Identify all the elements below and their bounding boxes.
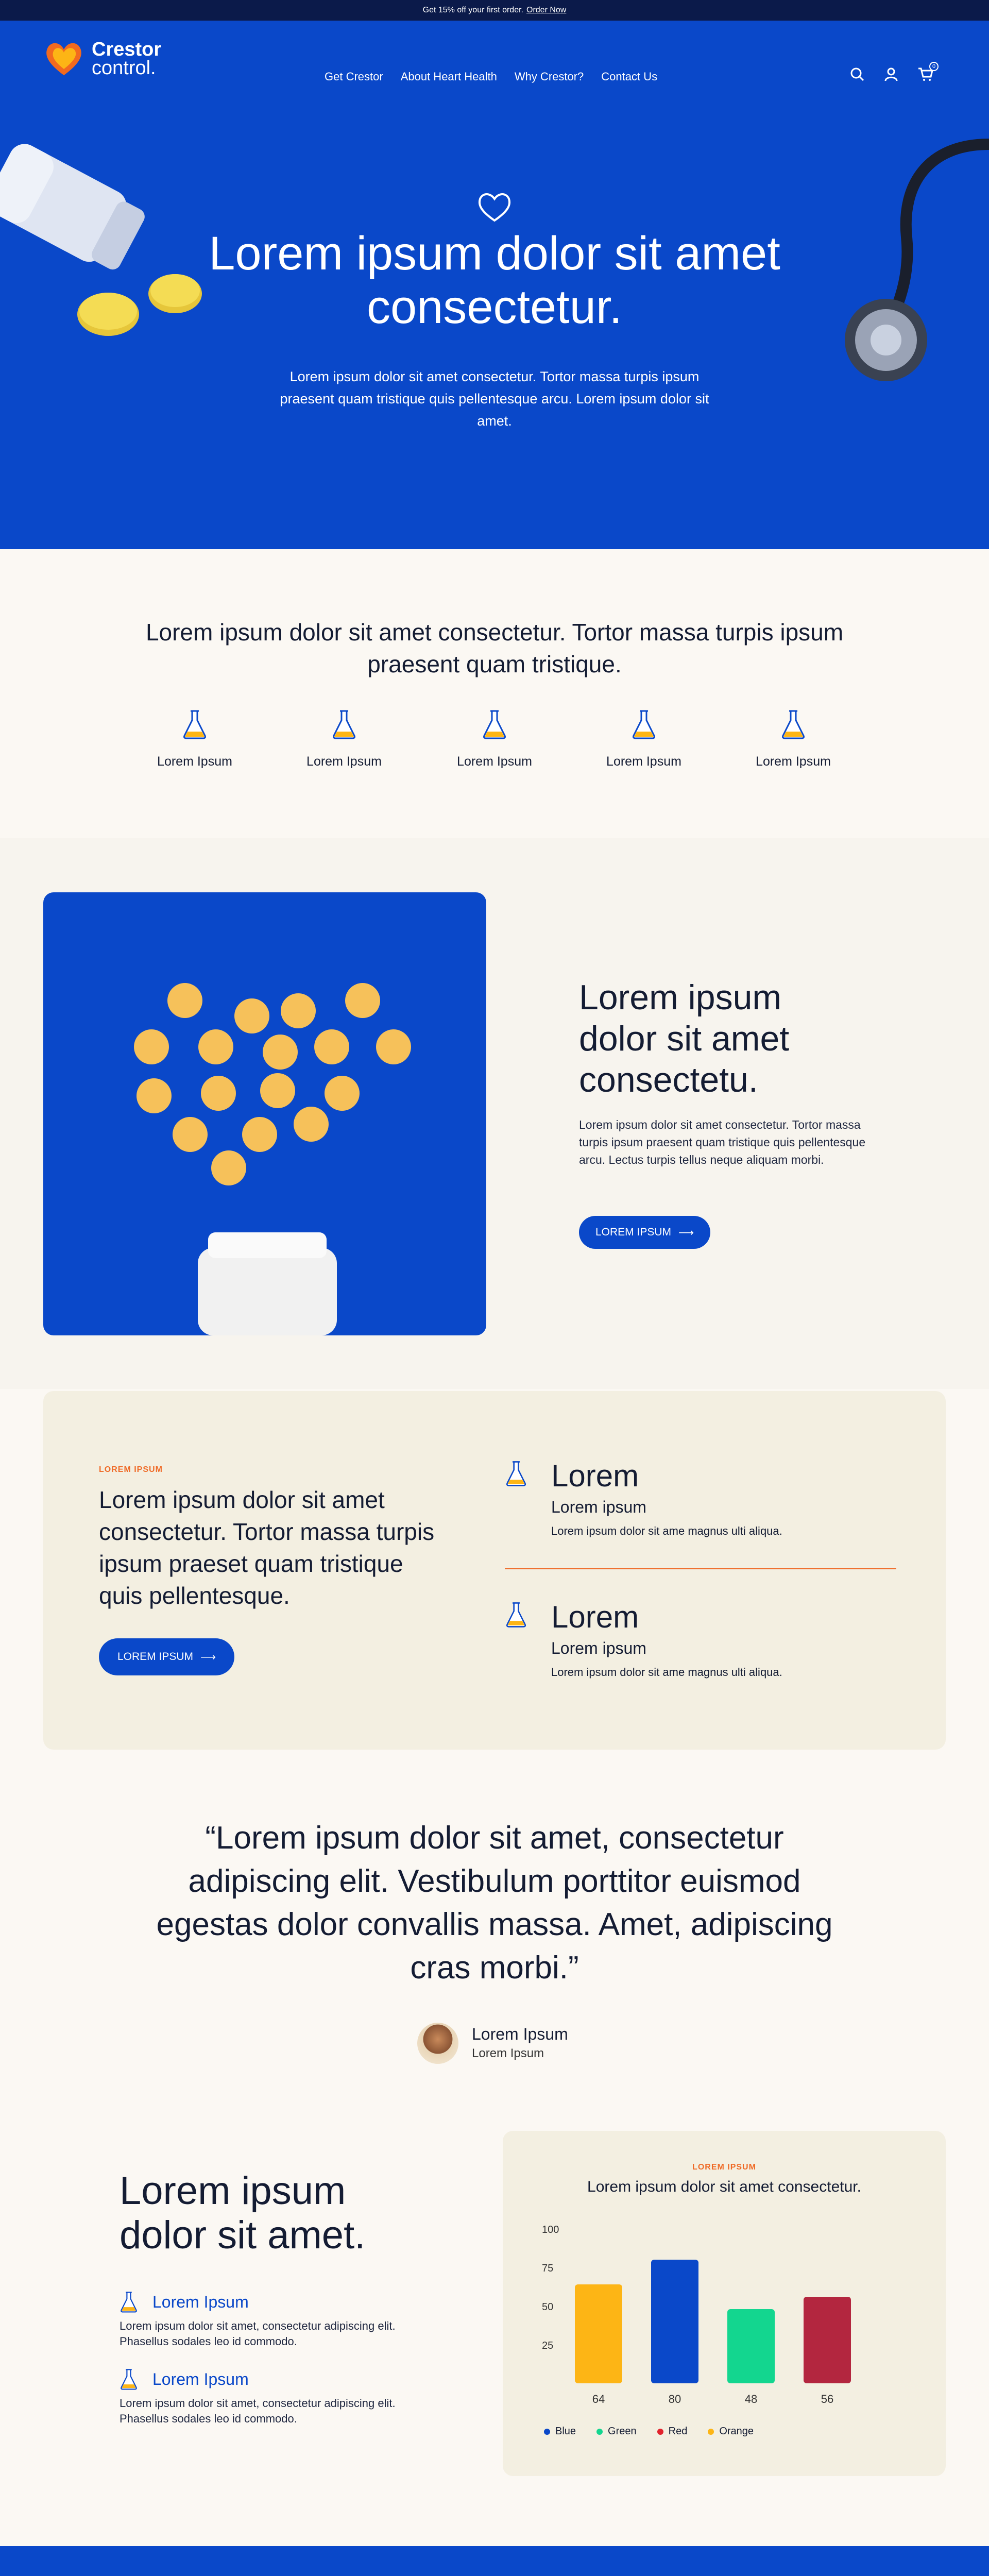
panel-item-body: Lorem ipsum dolor sit ame magnus ulti aliqua.: [551, 1524, 782, 1537]
panel-eyebrow: LOREM IPSUM: [99, 1465, 163, 1474]
brand-name: Crestor: [92, 39, 162, 60]
panel-item-subtitle: Lorem ipsum: [551, 1498, 646, 1516]
chart-bar: [651, 2260, 698, 2383]
panel-item-title: Lorem: [551, 1459, 639, 1493]
stethoscope-image: [773, 124, 989, 412]
nav-about-heart-health[interactable]: About Heart Health: [400, 70, 497, 83]
y-tick-label: 50: [542, 2301, 554, 2313]
newsletter-section: [0, 2546, 989, 2576]
legend-item: [657, 2426, 688, 2437]
feature-item: [138, 709, 251, 769]
pills-body: Lorem ipsum dolor sit amet consectetur. Tortor massa turpis ipsum praesent quam tristique quis pellentesque arcu. Lectus turpis tellus neque aliquam morbi.: [579, 1118, 866, 1166]
flask-icon: [505, 1601, 527, 1628]
header-icons: [850, 63, 936, 84]
flask-icon: [182, 709, 208, 740]
stats-item-title: Lorem Ipsum: [152, 2370, 249, 2388]
feature-label: Lorem Ipsum: [756, 754, 831, 769]
legend-item: [708, 2426, 754, 2437]
promo-bar: [0, 0, 989, 21]
stats-item-body: Lorem ipsum dolor sit amet, consectetur adipiscing elit. Phasellus sodales leo id commodo.: [120, 2397, 396, 2425]
flask-icon: [780, 709, 806, 740]
legend-swatch: [708, 2429, 714, 2435]
divider: [505, 1568, 896, 1569]
panel-item-subtitle: Lorem ipsum: [551, 1639, 646, 1657]
feature-label: Lorem Ipsum: [306, 754, 382, 769]
cart-count-badge: 0: [929, 62, 939, 71]
feature-item: [287, 709, 401, 769]
legend-label: Blue: [555, 2426, 576, 2437]
info-panel: [43, 1391, 946, 1750]
flask-icon: [120, 2291, 138, 2313]
chart-eyebrow: LOREM IPSUM: [692, 2163, 756, 2172]
y-tick-label: 75: [542, 2263, 554, 2274]
feature-item: [587, 709, 701, 769]
stats-item-title: Lorem Ipsum: [152, 2293, 249, 2311]
feature-item: [438, 709, 551, 769]
legend-item: [596, 2426, 637, 2437]
panel-cta-button[interactable]: [99, 1638, 234, 1675]
site-header: [0, 21, 989, 103]
panel-title: Lorem ipsum dolor sit amet consectetur. Tortor massa turpis ipsum praeset quam tristique quis pellentesque.: [99, 1486, 435, 1609]
y-tick-label: 100: [542, 2224, 559, 2235]
flask-icon: [631, 709, 657, 740]
hero-section: [0, 103, 989, 549]
hero-title: Lorem ipsum dolor sit amet consectetur.: [209, 227, 780, 333]
heart-logo-icon: [43, 38, 84, 79]
main-nav: [325, 70, 657, 83]
flask-icon: [331, 709, 357, 740]
brand-tagline: control.: [92, 57, 156, 79]
testimonial-name: Lorem Ipsum: [472, 2025, 568, 2043]
pills-heart-image: [43, 892, 486, 1335]
flask-icon: [505, 1460, 527, 1487]
brand-logo[interactable]: [43, 38, 161, 79]
panel-item-body: Lorem ipsum dolor sit ame magnus ulti aliqua.: [551, 1666, 782, 1679]
panel-item: [505, 1458, 896, 1543]
bar-value-label: 64: [592, 2393, 605, 2405]
search-icon[interactable]: [850, 67, 864, 81]
testimonial-quote: “Lorem ipsum dolor sit amet, consectetur adipiscing elit. Vestibulum porttitor euismod egestas dolor convallis massa. Amet, adipiscing cras morbi.”: [156, 1820, 833, 1986]
panel-item-title: Lorem: [551, 1600, 639, 1634]
nav-contact-us[interactable]: Contact Us: [601, 70, 658, 83]
chart-legend: [544, 2426, 754, 2437]
bar-chart: [523, 2218, 925, 2414]
account-icon[interactable]: [884, 67, 898, 81]
heart-outline-icon: [476, 191, 513, 224]
pills-section: [0, 838, 989, 1389]
chart-card: [503, 2131, 946, 2476]
pills-cta-button[interactable]: [579, 1216, 710, 1249]
legend-swatch: [657, 2429, 663, 2435]
promo-text: Get 15% off your first order.: [422, 6, 523, 14]
cart-button[interactable]: [918, 63, 936, 84]
legend-label: Orange: [719, 2426, 754, 2437]
hero-subtitle: Lorem ipsum dolor sit amet consectetur. Tortor massa turpis ipsum praesent quam tristique quis pellentesque arcu. Lorem ipsum dolor sit amet.: [280, 369, 709, 429]
nav-why-crestor[interactable]: Why Crestor?: [514, 70, 584, 83]
intro-section: [0, 549, 989, 838]
panel-item: [505, 1599, 896, 1684]
legend-item: [544, 2426, 576, 2437]
flask-icon: [120, 2368, 138, 2391]
stats-item: [120, 2368, 429, 2427]
legend-swatch: [544, 2429, 550, 2435]
testimonial-role: Lorem Ipsum: [472, 2046, 544, 2060]
bar-value-label: 56: [821, 2393, 834, 2405]
nav-get-crestor[interactable]: Get Crestor: [325, 70, 383, 83]
arrow-right-icon: ⟶: [678, 1226, 694, 1239]
feature-item: [737, 709, 850, 769]
bar-value-label: 80: [668, 2393, 681, 2405]
tablets-image: [72, 258, 216, 361]
avatar: [417, 2023, 458, 2064]
pills-cta-label: LOREM IPSUM: [595, 1226, 672, 1238]
feature-label: Lorem Ipsum: [606, 754, 681, 769]
panel-cta-label: LOREM IPSUM: [117, 1651, 194, 1663]
legend-label: Green: [608, 2426, 637, 2437]
y-tick-label: 25: [542, 2340, 554, 2351]
chart-bar: [804, 2297, 851, 2383]
order-now-link[interactable]: Order Now: [526, 6, 567, 14]
pills-title: Lorem ipsum dolor sit amet consectetu.: [579, 978, 790, 1099]
chart-bar: [575, 2284, 622, 2383]
chart-title: Lorem ipsum dolor sit amet consectetur.: [587, 2178, 861, 2195]
arrow-right-icon: ⟶: [200, 1651, 216, 1663]
stats-item-body: Lorem ipsum dolor sit amet, consectetur adipiscing elit. Phasellus sodales leo id commodo.: [120, 2319, 396, 2348]
legend-label: Red: [668, 2426, 688, 2437]
intro-title: Lorem ipsum dolor sit amet consectetur. Tortor massa turpis ipsum praesent quam tristique.: [145, 619, 844, 677]
bar-value-label: 48: [744, 2393, 758, 2405]
feature-label: Lorem Ipsum: [457, 754, 532, 769]
legend-swatch: [596, 2429, 603, 2435]
flask-icon: [482, 709, 507, 740]
stats-item: [120, 2291, 429, 2349]
testimonial-section: [0, 1750, 989, 2126]
chart-bar: [727, 2309, 775, 2383]
stats-title: Lorem ipsum dolor sit amet.: [120, 2169, 366, 2257]
feature-label: Lorem Ipsum: [157, 754, 232, 769]
